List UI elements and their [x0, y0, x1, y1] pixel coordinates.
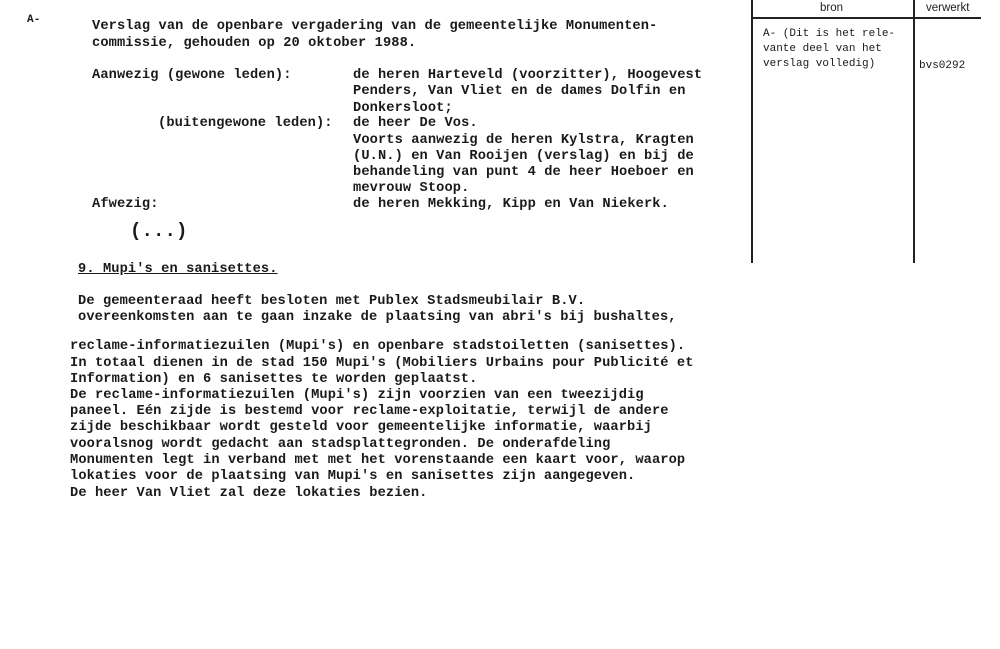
- header-bron: bron: [820, 2, 844, 14]
- paragraph-line: reclame-informatiezuilen (Mupi's) en openbare stadstoiletten (sanisettes).: [70, 339, 686, 354]
- absent-value: de heren Mekking, Kipp en Van Niekerk.: [353, 197, 669, 212]
- title-line: Verslag van de openbare vergadering van de gemeentelijke Monumenten-: [92, 19, 658, 34]
- extra-line: (U.N.) en Van Rooijen (verslag) en bij de: [353, 149, 694, 164]
- bron-note-line: verslag volledig): [763, 58, 876, 70]
- extra-line: mevrouw Stoop.: [353, 181, 470, 196]
- header-verwerkt: verwerkt: [926, 2, 970, 14]
- paragraph-line: De heer Van Vliet zal deze lokaties bezien.: [70, 486, 428, 501]
- present-line: de heren Harteveld (voorzitter), Hoogevest: [353, 68, 703, 83]
- present-label: Aanwezig (gewone leden):: [92, 68, 292, 83]
- extra-label: (buitengewone leden):: [158, 116, 333, 131]
- paragraph-line: Monumenten legt in verband met met het vorenstaande een kaart voor, waarop: [70, 453, 686, 468]
- section-heading: 9. Mupi's en sanisettes.: [78, 262, 278, 277]
- absent-label: Afwezig:: [92, 197, 159, 212]
- paragraph-line: zijde beschikbaar wordt gesteld voor gemeentelijke informatie, waarbij: [70, 420, 652, 435]
- paragraph-line: overeenkomsten aan te gaan inzake de plaatsing van abri's bij bushaltes,: [78, 310, 677, 325]
- extra-line: Voorts aanwezig de heren Kylstra, Kragten: [353, 133, 694, 148]
- paragraph-line: In totaal dienen in de stad 150 Mupi's (Mobiliers Urbains pour Publicité et: [70, 356, 694, 371]
- paragraph-line: De gemeenteraad heeft besloten met Publex Stadsmeubilair B.V.: [78, 294, 586, 309]
- table-divider: [751, 0, 753, 263]
- extra-line: behandeling van punt 4 de heer Hoeboer en: [353, 165, 694, 180]
- paragraph-line: De reclame-informatiezuilen (Mupi's) zijn voorzien van een tweezijdig: [70, 388, 644, 403]
- bron-note-line: A- (Dit is het rele-: [763, 28, 896, 40]
- present-line: Donkersloot;: [353, 101, 453, 116]
- paragraph-line: lokaties voor de plaatsing van Mupi's en sanisettes zijn aangegeven.: [70, 469, 636, 484]
- verwerkt-value: bvs0292: [919, 60, 966, 72]
- title-line: commissie, gehouden op 20 oktober 1988.: [92, 36, 417, 51]
- paragraph-line: paneel. Eén zijde is bestemd voor reclame-exploitatie, terwijl de andere: [70, 404, 669, 419]
- table-divider: [913, 0, 915, 263]
- extra-line: de heer De Vos.: [353, 116, 478, 131]
- margin-marker: A-: [27, 14, 41, 26]
- paragraph-line: Information) en 6 sanisettes te worden geplaatst.: [70, 372, 478, 387]
- present-line: Penders, Van Vliet en de dames Dolfin en: [353, 84, 686, 99]
- paragraph-line: vooralsnog wordt gedacht aan stadsplattegronden. De onderafdeling: [70, 437, 611, 452]
- bron-note-line: vante deel van het: [763, 43, 882, 55]
- ellipsis: (...): [130, 220, 188, 242]
- table-header-rule: [751, 17, 981, 19]
